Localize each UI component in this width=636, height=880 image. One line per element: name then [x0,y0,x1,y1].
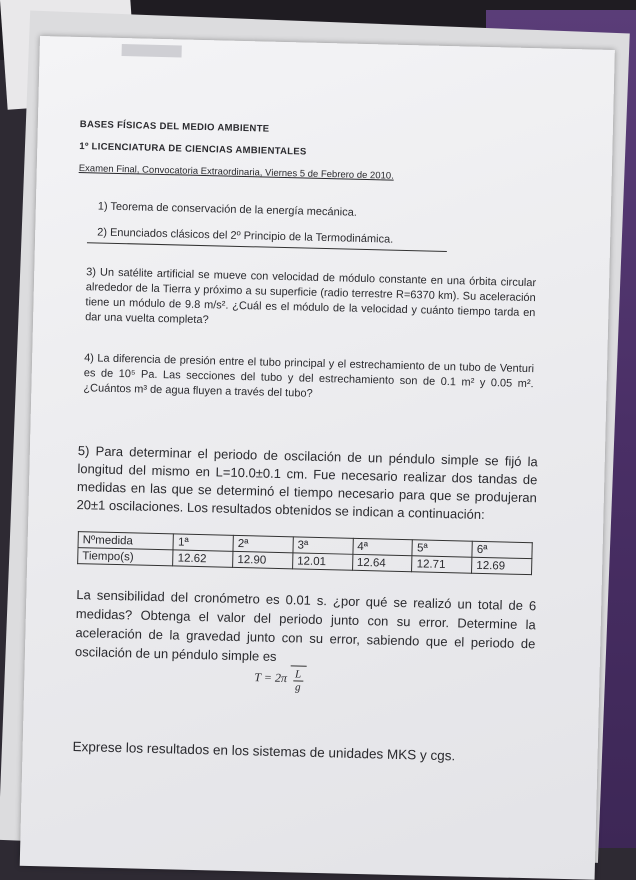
course-title: BASES FÍSICAS DEL MEDIO AMBIENTE [79,119,270,135]
table-cell: 12.90 [233,551,293,568]
question-4: 4) La diferencia de presión entre el tubo principal y el estrechamiento de un tubo de Venturi es de 10⁵ Pa. Las secciones del tubo y del estrechamiento son de 0.1 m² y 0.05 m². ¿Cuántos m³ de agua fluyen a través del tubo? [83,352,535,400]
fraction [293,668,304,693]
degree-title: 1º LICENCIATURA DE CIENCIAS AMBIENTALES [79,140,307,158]
pendulum-formula [254,664,306,693]
table-cell: 3ª [293,537,353,554]
table-cell: 12.01 [292,553,352,570]
table-cell: 12.64 [352,554,412,571]
faded-stamp [122,44,182,57]
table-header-cell: Nºmedida [78,532,174,550]
table-cell: 12.62 [173,550,233,567]
formula-lhs: T = 2π [254,670,288,685]
table-cell: 2ª [233,535,293,552]
table-cell: 12.69 [472,557,532,574]
table-cell: 6ª [472,541,532,558]
table-header-cell: Tiempo(s) [78,548,174,566]
exam-header [79,119,395,182]
question-2: 2) Enunciados clásicos del 2º Principio de la Termodinámica. [97,226,394,246]
question-5: 5) Para determinar el periodo de oscilación de un péndulo simple se fijó la longitud del mismo en L=10.0±0.1 cm. Fue necesario realizar dos tandas de medidas en las que se determinó el tiempo necesario para que se produjeran 20±1 oscilaciones. Los resultados obtenidos se indican a continuación: [76,443,538,523]
table-cell: 5ª [412,540,472,557]
table-cell: 4ª [353,538,413,555]
measurements-table [77,531,533,575]
fraction-denominator: g [294,681,301,694]
square-root [290,665,307,693]
question-5-continuation: La sensibilidad del cronómetro es 0.01 s. ¿por qué se realizó un total de 6 medidas? Obtenga el valor del periodo junto con su error. Determine la aceleración de la gravedad junto con su error, sabiendo que el periodo de oscilación de un péndulo simple es [74,587,537,664]
question-3: 3) Un satélite artificial se mueve con velocidad de módulo constante en una órbita circular alrededor de la Tierra y próximo a su superficie (radio terrestre R=6370 km). Su aceleración tiene un módulo de 9.8 m/s². ¿Cuál es el módulo de la velocidad y cuánto tiempo tarda en dar una vuelta completa? [84,266,537,327]
fraction-numerator: L [293,668,303,681]
table-cell: 12.71 [412,556,472,573]
exam-page [20,36,615,880]
exam-title: Examen Final, Convocatoria Extraordinaria, Viernes 5 de Febrero de 2010. [78,162,394,182]
closing-instruction: Exprese los resultados en los sistemas de unidades MKS y cgs. [72,739,456,764]
question-1: 1) Teorema de conservación de la energía mecánica. [97,200,357,219]
table-cell: 1ª [173,534,233,551]
